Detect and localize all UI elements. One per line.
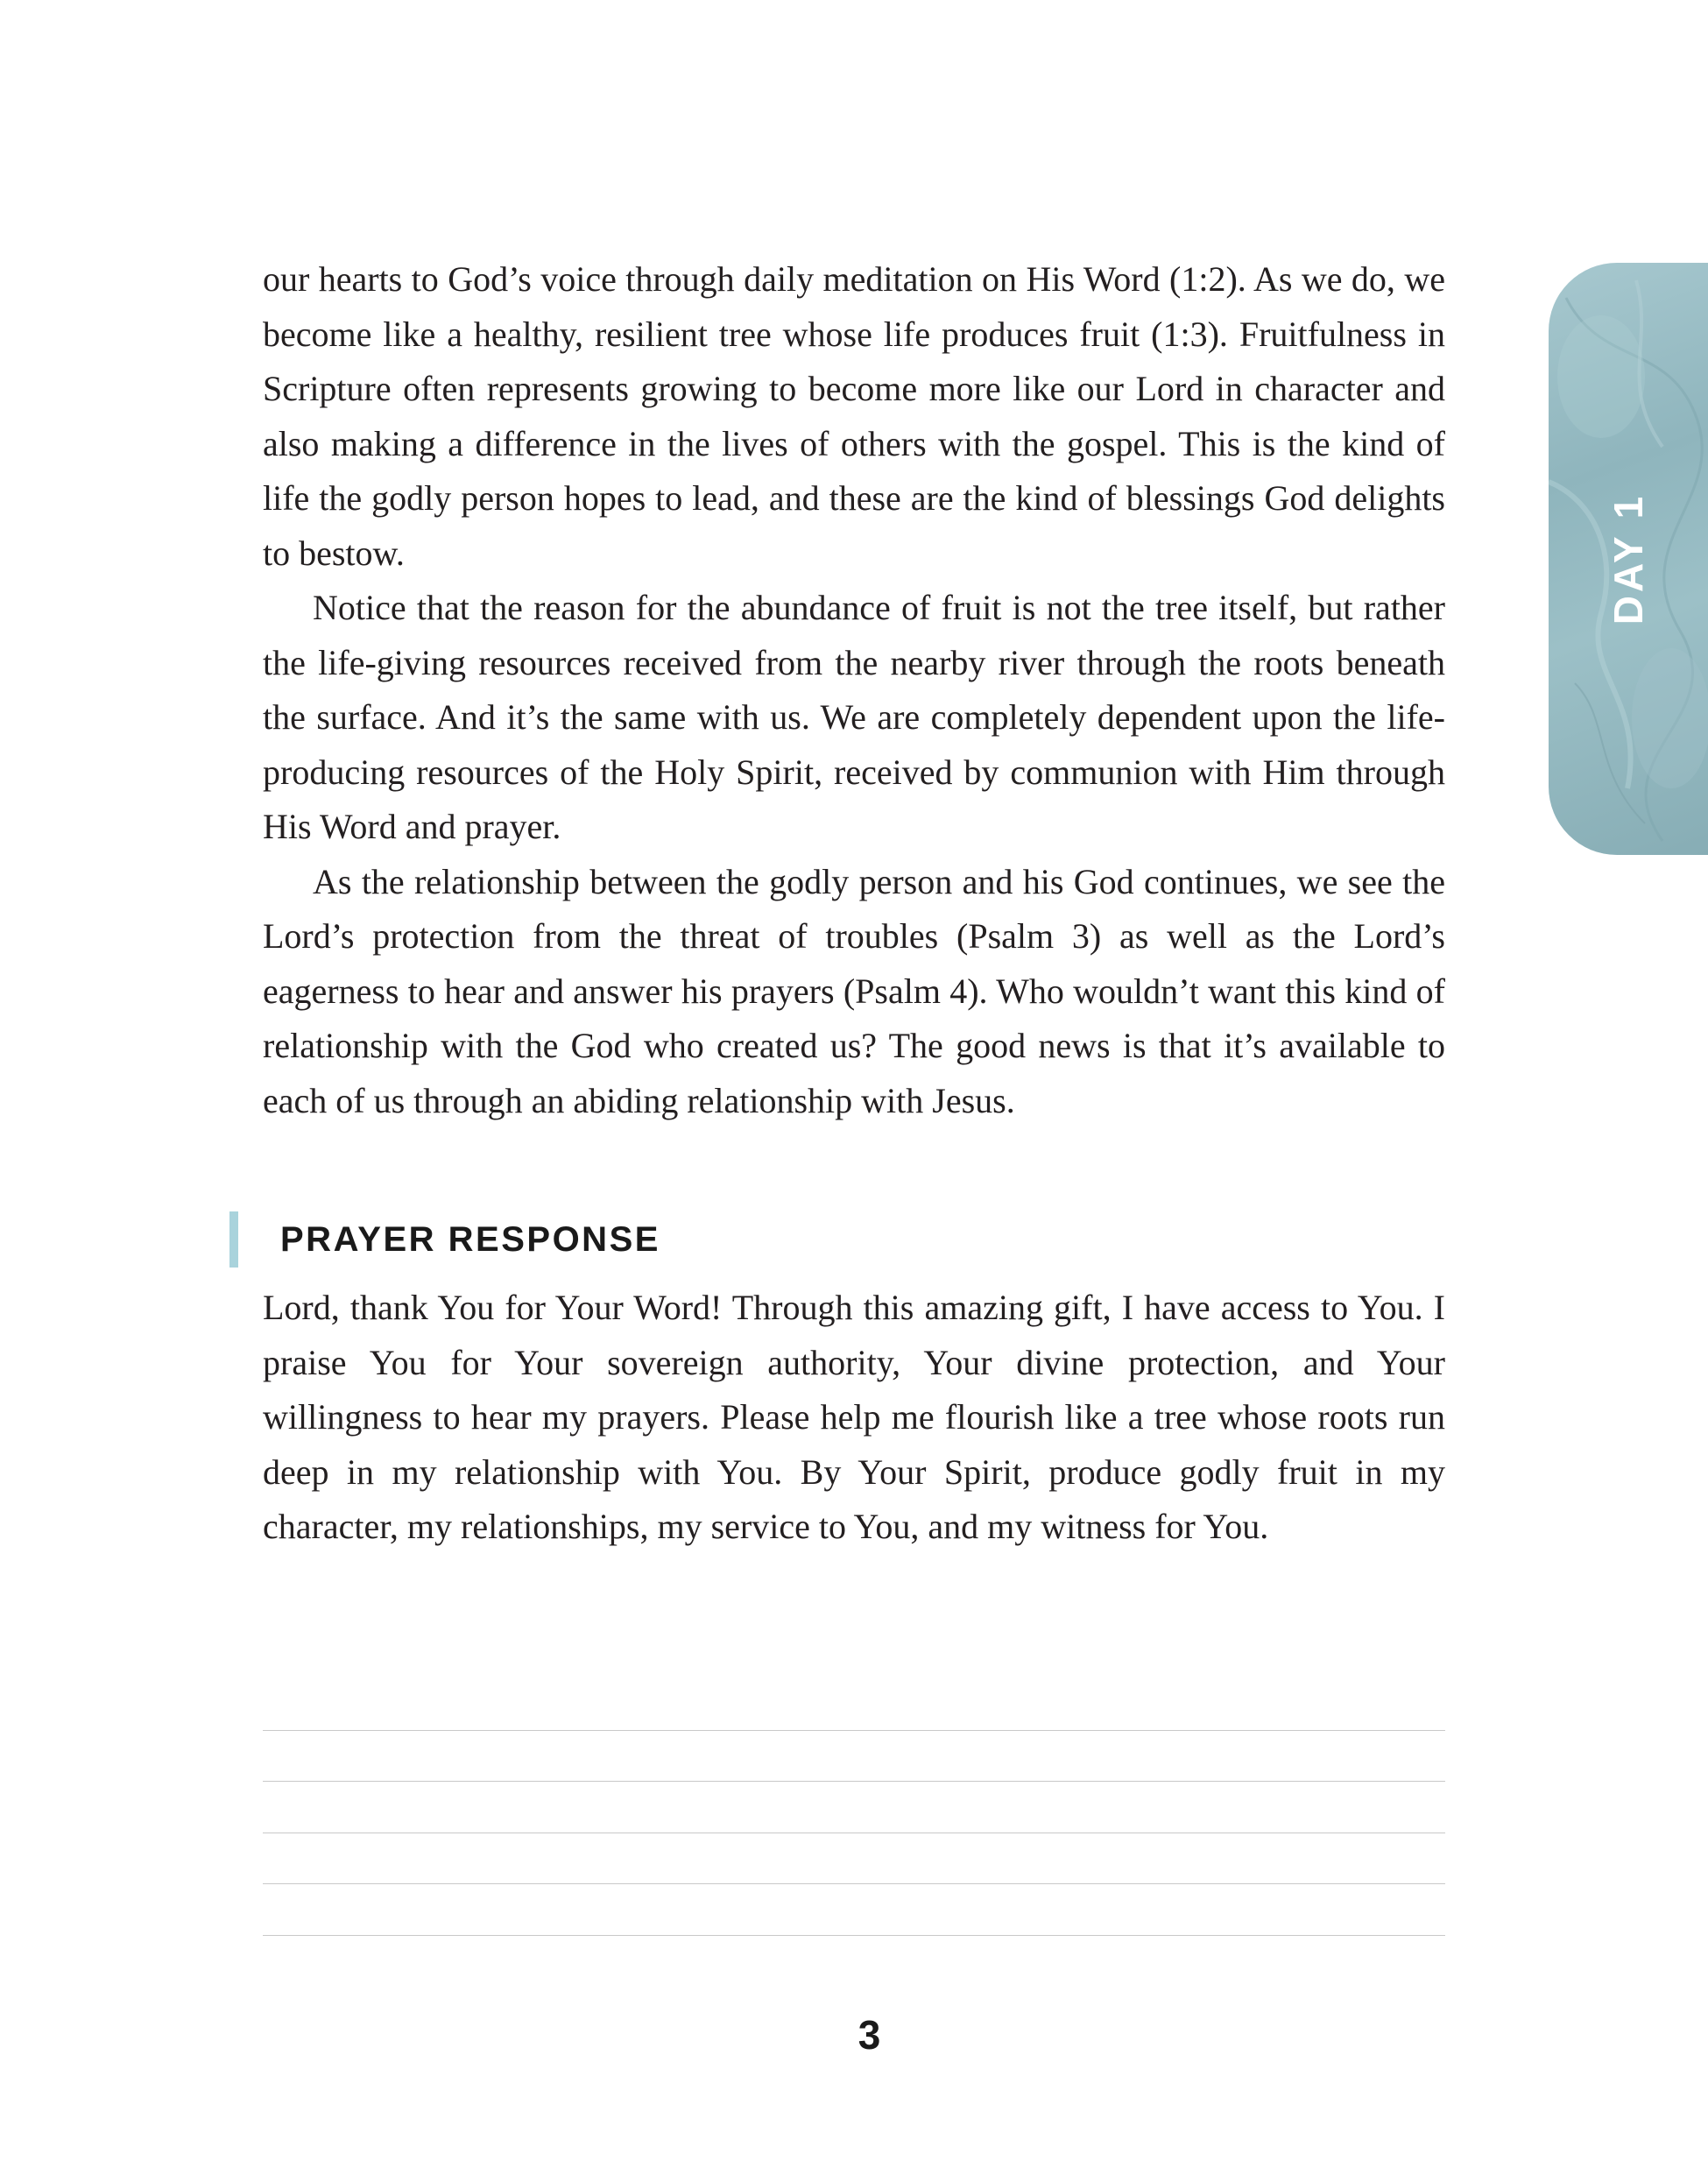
prayer-response-text: Lord, thank You for Your Word! Through this amazing gift, I have access to You. I praise You for Your sovereign authority, Your divine protection, and Your willingness to hear my prayers. Please help me flourish like a tree whose roots run deep in my relationship with You. By Your Spirit, produce godly fruit in my character, my relationships, my service to You, and my witness for You. [263,1288,1445,1546]
body-text [263,252,1445,1128]
writing-line[interactable] [263,1884,1445,1936]
writing-line[interactable] [263,1833,1445,1885]
heading-accent-bar [229,1211,238,1268]
day-side-tab [1549,263,1708,855]
writing-line[interactable] [263,1679,1445,1731]
page-number: 3 [858,2012,881,2058]
writing-line[interactable] [263,1731,1445,1783]
body-paragraph-2: Notice that the reason for the abundance of fruit is not the tree itself, but rather the life-giving resources received from the nearby river through the roots beneath the surface. And it’s the same with us. We are completely dependent upon the life-producing resources of the Holy Spirit, received by communion with Him through His Word and prayer. [263,588,1445,846]
body-paragraph-3: As the relationship between the godly person and his God continues, we see the Lord’s protection from the threat of troubles (Psalm 3) as well as the Lord’s eagerness to hear and answer his prayers (Psalm 4). Who wouldn’t want this kind of relationship with the God who created us? The good news is that it’s available to each of us through an abiding relationship with Jesus. [263,861,1445,1120]
day-label: DAY 1 [1606,492,1651,625]
prayer-response-heading [229,1211,660,1268]
writing-line[interactable] [263,1782,1445,1833]
prayer-response-title: PRAYER RESPONSE [280,1219,660,1259]
writing-lines[interactable] [263,1679,1445,1936]
body-paragraph-1: our hearts to God’s voice through daily meditation on His Word (1:2). As we do, we become like a healthy, resilient tree whose life produces fruit (1:3). Fruitfulness in Scripture often represents growing to become more like our Lord in character and also making a difference in the lives of others with the gospel. This is the kind of life the godly person hopes to lead, and these are the kind of blessings God delights to bestow. [263,259,1445,573]
